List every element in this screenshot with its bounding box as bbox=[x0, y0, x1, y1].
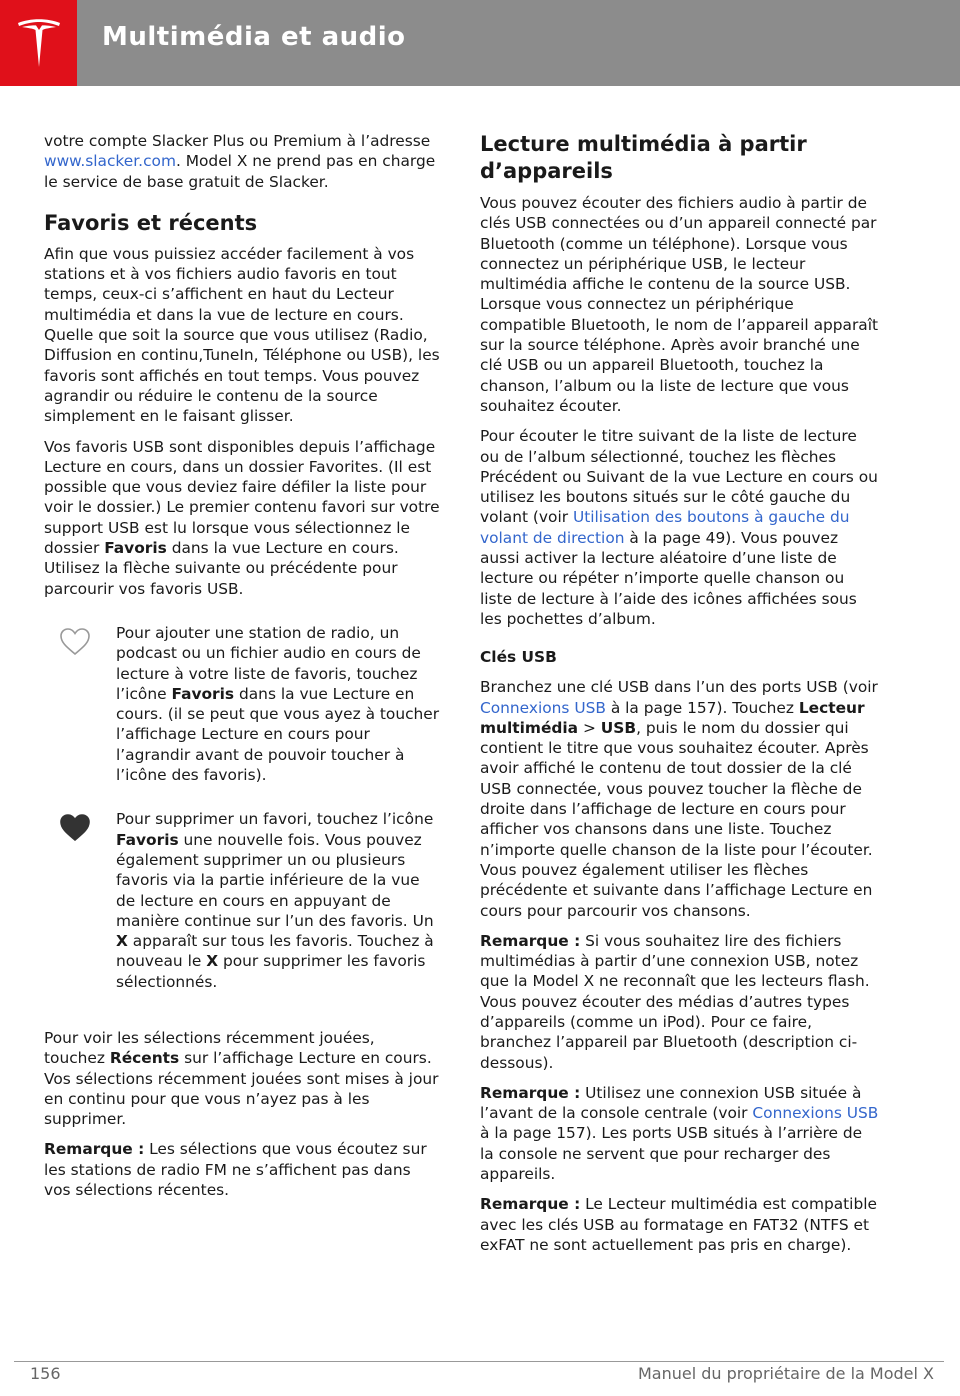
add-favorite-tip bbox=[44, 623, 440, 785]
usb-heading: Clés USB bbox=[480, 648, 557, 667]
page-header bbox=[0, 0, 960, 86]
tesla-logo bbox=[0, 0, 77, 86]
usb-connections-link[interactable]: Connexions USB bbox=[480, 698, 606, 717]
favorites-paragraph-1: Afin que vous puissiez accéder facilement à vos stations et à vos fichiers audio favoris en tout temps, ceux-ci s’affichent en haut du Lecteur multimédia et dans la vue de lecture en cours. Quelle que soit la source que vous utilisez (Radio, Diffusion en continu,TuneIn, Téléphone ou USB), les favoris sont affichés en tout temps. Vous pouvez agrandir ou réduire le contenu de la source simplement en le faisant glisser. bbox=[44, 244, 440, 426]
device-playback-paragraph-1: Vous pouvez écouter des fichiers audio à partir de clés USB connectées ou d’un appareil connecté par Bluetooth (comme un téléphone). Lorsque vous connectez un périphérique USB, le lecteur multimédia affiche le contenu de la source USB. Lorsque vous connectez un périphérique compatible Bluetooth, le nom de l’appareil apparaît sur la source téléphone. Après avoir branché une clé USB ou un appareil Bluetooth, touchez la chanson, l’album ou la liste de lecture que vous souhaitez écouter. bbox=[480, 194, 879, 415]
favorites-heading: Favoris et récents bbox=[44, 210, 258, 235]
recent-paragraph: Pour voir les sélections récemment jouées, touchez Récents sur l’affichage Lecture en cours. Vos sélections récemment jouées sont mises à jour en continu pour que vous n’ayez pas à les supprimer. bbox=[44, 1028, 439, 1129]
tesla-logo-icon bbox=[16, 17, 62, 69]
usb-connections-link-2[interactable]: Connexions USB bbox=[752, 1104, 879, 1123]
slacker-link[interactable]: www.slacker.com bbox=[44, 152, 176, 171]
intro-paragraph: votre compte Slacker Plus ou Premium à l’adresse www.slacker.com. Model X ne prend pas en charge le service de base gratuit de Slacker. bbox=[44, 132, 436, 191]
remove-favorite-tip bbox=[44, 809, 440, 992]
footer-divider bbox=[14, 1361, 944, 1362]
heart-filled-icon bbox=[58, 811, 92, 845]
note-front-usb: Remarque : Utilisez une connexion USB située à l’avant de la console centrale (voir Connexions USB à la page 157). Les ports USB situés à l’arrière de la console ne servent que pour recharger des appareils. bbox=[480, 1083, 879, 1184]
note-fm: Remarque : Les sélections que vous écoutez sur les stations de radio FM ne s’affichent pas dans vos sélections récentes. bbox=[44, 1140, 427, 1200]
manual-title: Manuel du propriétaire de la Model X bbox=[637, 1364, 934, 1383]
remove-favorite-text: Pour supprimer un favori, touchez l’icône Favoris une nouvelle fois. Vous pouvez également supprimer un ou plusieurs favoris via la partie inférieure de la vue de lecture en cours en appuyant de manière continue sur l’un des favoris. Un X apparaît sur tous les favoris. Touchez à nouveau le X pour supprimer les favoris sélectionnés. bbox=[116, 810, 434, 991]
page-title: Multimédia et audio bbox=[102, 22, 406, 52]
heart-outline-icon bbox=[58, 625, 92, 659]
note-fat32: Remarque : Le Lecteur multimédia est compatible avec les clés USB au formatage en FAT32 (NTFS et exFAT ne sont actuellement pas pris en charge). bbox=[480, 1195, 877, 1254]
right-column bbox=[480, 131, 880, 1265]
note-flash-drives: Remarque : Si vous souhaitez lire des fichiers multimédias à partir d’une connexion USB, notez que la Model X ne reconnaît que les lecteurs flash. Vous pouvez écouter des médias d’autres types d’appareils (comme un iPod). Pour ce faire, branchez l’appareil par Bluetooth (description ci-dessous). bbox=[480, 931, 870, 1072]
usb-paragraph: Branchez une clé USB dans l’un des ports USB (voir Connexions USB à la page 157). Touchez Lecteur multimédia > USB, puis le nom du dossier qui contient le titre que vous souhaitez écouter. Après avoir affiché le contenu de tout dossier de la clé USB connectée, vous pouvez toucher la flèche de droite dans l’affichage de lecture en cours pour afficher vos chansons dans une liste. Touchez n’importe quelle chanson de la liste pour l’écouter. Vous pouvez également utiliser les flèches précédente et suivante dans l’affichage Lecture en cours pour parcourir vos chansons. bbox=[480, 678, 878, 920]
device-playback-paragraph-2: Pour écouter le titre suivant de la liste de lecture ou de l’album sélectionné, touchez les flèches Précédent ou Suivant de la vue Lecture en cours ou utilisez les boutons situés sur le côté gauche du volant (voir Utilisation des boutons à gauche du volant de direction à la page 49). Vous pouvez aussi activer la lecture aléatoire d’une liste de lecture ou répéter n’importe quelle chanson ou liste de lecture à l’aide des icônes affichées sous les pochettes d’album. bbox=[480, 427, 878, 628]
page-number: 156 bbox=[30, 1364, 61, 1383]
left-column bbox=[44, 131, 440, 1210]
device-playback-heading: Lecture multimédia à partir d’appareils bbox=[480, 132, 807, 183]
favorites-paragraph-2: Vos favoris USB sont disponibles depuis l’affichage Lecture en cours, dans un dossier Favorites. (Il est possible que vous deviez faire défiler la liste pour voir le dossier.) Le premier contenu favori sur votre support USB est lu lorsque vous sélectionnez le dossier Favoris dans la vue Lecture en cours. Utilisez la flèche suivante ou précédente pour parcourir vos favoris USB. bbox=[44, 437, 440, 598]
steering-buttons-link[interactable]: Utilisation des boutons à gauche du volant de direction bbox=[480, 508, 850, 547]
add-favorite-text: Pour ajouter une station de radio, un podcast ou un fichier audio en cours de lecture à votre liste de favoris, touchez l’icône Favoris dans la vue Lecture en cours. (il se peut que vous ayez à toucher l’affichage Lecture en cours pour l’agrandir avant de pouvoir toucher à l’icône des favoris). bbox=[116, 623, 440, 785]
